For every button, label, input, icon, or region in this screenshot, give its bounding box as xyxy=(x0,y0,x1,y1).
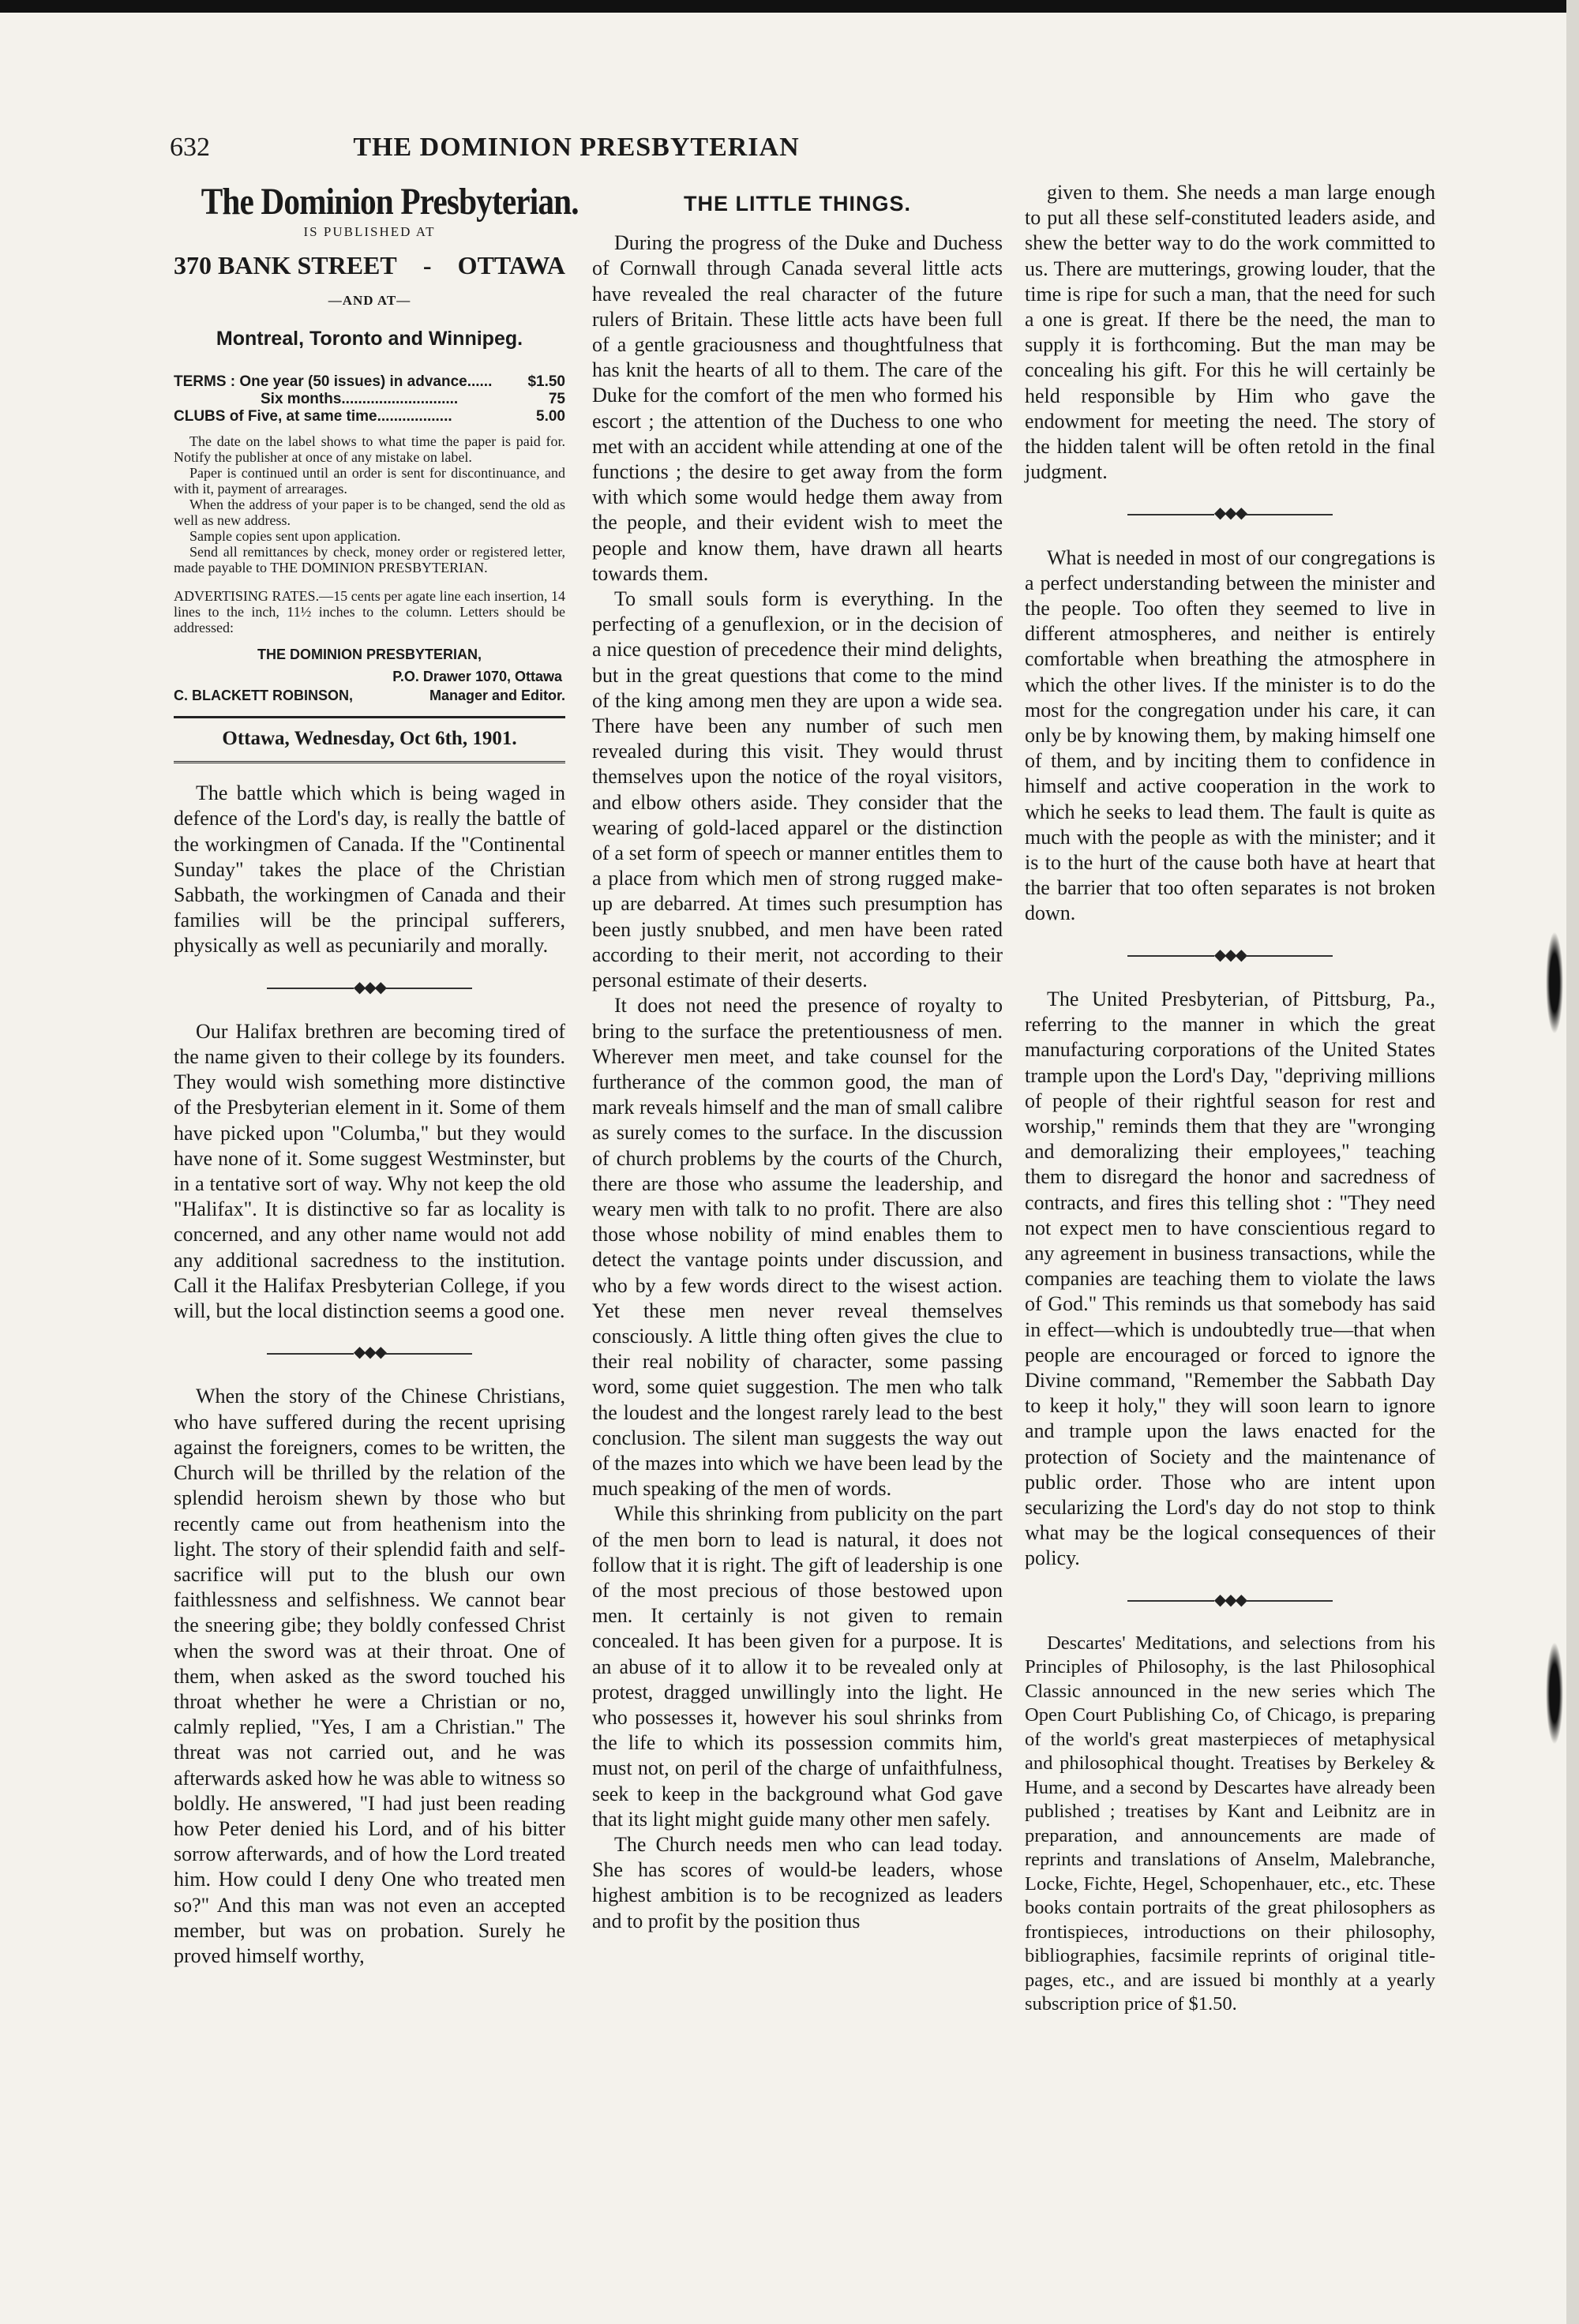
note: When the address of your paper is to be changed, send the old as well as new address. xyxy=(174,497,565,529)
article-paragraph: The Church needs men who can lead today. She has scores of would-be leaders, whose highest ambition is to be recognized as leaders and to profit by the position thus xyxy=(592,1833,1003,1932)
scan-edge-top xyxy=(0,0,1579,13)
terms-value: 5.00 xyxy=(536,408,565,425)
contact-address xyxy=(174,645,565,705)
page-header xyxy=(170,133,983,172)
editor-role: Manager and Editor. xyxy=(429,688,565,704)
article-paragraph: While this shrinking from publicity on the part of the men born to lead is natural, it does not follow that it is right. The gift of leadership is one of the most precious of those bestowed upon men. It certainly is not given to remain concealed. It has been given for a purpose. It is an abuse of it to allow it to be revealed only at protest, dragged unwillingly into the light. He who possesses it, however his soul shrinks from the life to which its possession commits him, must not, on peril of the charge of unfaithfulness, seek to keep in the background what God gave that its light might guide many other men safely. xyxy=(592,1502,1003,1831)
editor-line xyxy=(174,686,565,705)
editor-name: C. BLACKETT ROBINSON, xyxy=(174,688,353,704)
binding-mark xyxy=(1546,1642,1563,1745)
section-separator xyxy=(174,1340,565,1365)
ornament: ◆◆◆ xyxy=(1213,946,1247,964)
editorial-paragraph: When the story of the Chinese Christians, who have suffered during the recent uprising against the foreigners, comes to be written, the Church will be thrilled by the relation of the splendid heroism shewn by those who but recently came out from heathenism into the light. The story of their splendid faith and self-sacrifice will put to the blush our own faithlessness and selfishness. We cannot bear the sneering gibe; they boldly confessed Christ when the sword was at their throat. One of them, when asked as the sword touched his throat whether he were a Christian or no, calmly replied, "Yes, I am a Christian." The threat was not carried out, and he was afterwards asked how he was able to witness so boldly. He answered, "I had just been reading how Peter denied his Lord, and of his bitter sorrow afterwards, and of how the Lord treated him. How could I deny One who treated men so?" And this man was not even an accepted member, but was on probation. Surely he proved himself worthy, xyxy=(174,1385,565,1967)
addressee: THE DOMINION PRESBYTERIAN, xyxy=(257,647,482,663)
article-paragraph: It does not need the presence of royalty to bring to the surface the pretentiousness of men. Wherever men meet, and take counsel for the furtherance of the common good, the man of mark reveals himself and the man of small calibre as surely comes to the surface. In the discussion of church problems by the courts of the Church, there are those who assume the leadership, and weary men with talk to no profit. There are also those whose nobility of mind enables them to detect the vantage points under discussion, and who by a few words direct to the wisest action. Yet these men never reveal themselves consciously. A little thing often gives the clue to their real nobility of character, some passing word, some quiet suggestion. The men who talk the loudest and the longest rarely lead to the best conclusion. The silent man suggests the way out of the mazes into which we have been lead by the much speaking of the men of words. xyxy=(592,994,1003,1501)
article-paragraph: given to them. She needs a man large enough to put all these self-constituted leaders aside, and shew the better way to do the work committed to us. There are mutterings, growing louder, that the time is ripe for such a man, that the need for such a one is great. If there be the need, the man to supply it is forthcoming. But the man may be concealing his gift. For this he will certainly be held responsible by Him who gave the endowment for meeting the need. The story of the hidden talent will be often retold in the final judgment. xyxy=(1025,181,1435,484)
section-separator xyxy=(1025,943,1435,968)
masthead-address xyxy=(174,253,565,278)
ornament: ◆◆◆ xyxy=(353,1344,386,1362)
scan-edge-right xyxy=(1566,0,1579,2324)
terms-row xyxy=(174,373,565,391)
editorial-paragraph: The United Presbyterian, of Pittsburg, Pa., referring to the manner in which the great manufacturing corporations of the United States trample upon the Lord's Day, "depriving millions of people of their rightful season for rest and worship," reminds them that they are "wronging and demoralizing their employees," teaching them to disregard the honor and sacredness of contracts, and fires this telling shot : "They need not expect men to have conscientious regard to any agreement in business transactions, while the companies are teaching them to violate the laws of God." This reminds us that somebody has said in effect—which is undoubtedly true—that when people are encouraged or forced to ignore the Divine command, "Remember the Sabbath Day to keep it holy," they will soon learn to ignore and trample upon the laws enacted for the protection of Society and the maintenance of public order. Those who are intent upon secularizing the Lord's day do not stop to think what may be the logical consequences of their policy. xyxy=(1025,987,1435,1570)
terms-value: 75 xyxy=(548,391,565,408)
masthead xyxy=(174,181,579,351)
editorial-paragraph: The battle which which is being waged in defence of the Lord's day, is really the battle of the workingmen of Canada. If the "Continental Sunday" takes the place of the Christian Sabbath, the workingmen of Canada and their families will be the principal sufferers, physically as well as pecuniarily and morally. xyxy=(174,782,565,958)
section-separator xyxy=(174,975,565,1000)
dateline: Ottawa, Wednesday, Oct 6th, 1901. xyxy=(174,716,565,763)
masthead-cities: Montreal, Toronto and Winnipeg. xyxy=(216,327,523,350)
section-separator xyxy=(1025,500,1435,526)
masthead-and-at: —AND AT— xyxy=(328,292,411,308)
terms-label: CLUBS of Five, at same time.................. xyxy=(174,408,452,425)
article-heading: THE LITTLE THINGS. xyxy=(684,192,911,216)
note: Send all remittances by check, money order or registered letter, made payable to THE DOMINION PRESBYTERIAN. xyxy=(174,544,565,576)
article-paragraph: To small souls form is everything. In the perfecting of a genuflexion, or in the decision of a nice question of precedence their mind delights, but in the great questions that come to the mind of the king among men they are upon a wide sea. There have been any number of such men revealed during this visit. They would thrust themselves upon the notice of the royal visitors, and elbow others aside. They consider that the wearing of gold-laced apparel or the distinction of a set form of speech or manner entitles them to a place from which men of strong rugged make-up are debarred. At times such presumption has been justly snubbed, and men have been rated according to their merit, not according to their personal estimate of their deserts. xyxy=(592,587,1003,992)
note: Paper is continued until an order is sent for discontinuance, and with it, payment of arrearages. xyxy=(174,465,565,497)
section-separator xyxy=(1025,1587,1435,1613)
terms-row xyxy=(174,391,565,408)
terms-label: TERMS : One year (50 issues) in advance...... xyxy=(174,373,493,391)
page-number: 632 xyxy=(170,133,210,162)
column-right xyxy=(1025,180,1435,2017)
ornament: ◆◆◆ xyxy=(353,978,386,996)
terms-value: $1.50 xyxy=(527,373,565,391)
advertising-rates: ADVERTISING RATES.—15 cents per agate line each insertion, 14 lines to the inch, 11½ inches to the column. Letters should be addressed: xyxy=(174,588,565,636)
terms-row xyxy=(174,408,565,425)
column-middle xyxy=(592,186,1003,1934)
editorial-paragraph: Our Halifax brethren are becoming tired of the name given to their college by its founders. They would wish something more distinctive of the Presbyterian element in it. Some of them have picked upon "Columba," but they would have none of it. Some suggest Westminster, but in a tentative sort of way. Why not keep the old "Halifax". It is distinctive so far as locality is concerned, and any other name would not add any additional sacredness to the institution. Call it the Halifax Presbyterian College, if you will, but the local distinction seems a good one. xyxy=(174,1019,565,1323)
ornament: ◆◆◆ xyxy=(1213,504,1247,523)
editorial-paragraph: What is needed in most of our congregations is a perfect understanding between the minister and the people. Too often they seemed to live in different atmospheres, and neither is entirely comfortable when breathing the atmosphere in which the other lives. If the minister is to do the most for the congregation under his care, it can only be by knowing them, by making himself one of them, and by inciting them to confidence in himself and active cooperation in the work to which he seeks to lead them. The fault is quite as much with the people as with the minister; and it is to the hurt of the cause both have at heart that the barrier that too often separates is not broken down. xyxy=(1025,545,1435,925)
binding-mark xyxy=(1546,931,1563,1034)
editorial-paragraph: Descartes' Meditations, and selections from his Principles of Philosophy, is the last Philosophical Classic announced in the new series which The Open Court Publishing Co, of Chicago, is preparing of the world's great masterpieces of metaphysical and philosophical thought. Treatises by Berkeley & Hume, and a second by Descartes have already been published ; treatises by Kant and Leibnitz are in preparation, and announcements are made of reprints and translations of Anselm, Malebranche, Locke, Fichte, Hegel, Schopenhauer, etc., etc. These books contain portraits of the great philosophers as frontispieces, introductions on their philosophy, bibliographies, facsimile reprints of original title-pages, etc., and are issued bi monthly at a yearly subscription price of $1.50. xyxy=(1025,1632,1435,2015)
note: The date on the label shows to what time the paper is paid for. Notify the publisher at once of any mistake on label. xyxy=(174,433,565,466)
masthead-city: OTTAWA xyxy=(457,251,565,280)
running-title: THE DOMINION PRESBYTERIAN xyxy=(353,133,800,162)
masthead-published-at: IS PUBLISHED AT xyxy=(303,224,436,240)
masthead-dash: - xyxy=(422,251,432,280)
subscription-notes xyxy=(174,433,565,575)
terms-label: Six months............................ xyxy=(261,391,459,408)
masthead-title: The Dominion Presbyterian. xyxy=(201,181,579,223)
po-box: P.O. Drawer 1070, Ottawa xyxy=(392,669,562,685)
ornament: ◆◆◆ xyxy=(1213,1591,1247,1609)
masthead-street: 370 BANK STREET xyxy=(174,251,397,280)
subscription-terms xyxy=(174,373,565,425)
column-left xyxy=(174,180,579,1969)
note: Sample copies sent upon application. xyxy=(189,528,401,545)
article-paragraph: During the progress of the Duke and Duchess of Cornwall through Canada several little acts have revealed the real character of the future rulers of Britain. These little acts have been full of a gentle graciousness and thoughtfulness that has knit the hearts of all to them. The care of the Duke for the comfort of the men who formed his escort ; the attention of the Duchess to one who met with an accident while attending at one of the functions ; the desire to get away from the form with which some would hedge them away from the people, and their evident wish to meet the people and know them, have drawn all hearts towards them. xyxy=(592,231,1003,585)
